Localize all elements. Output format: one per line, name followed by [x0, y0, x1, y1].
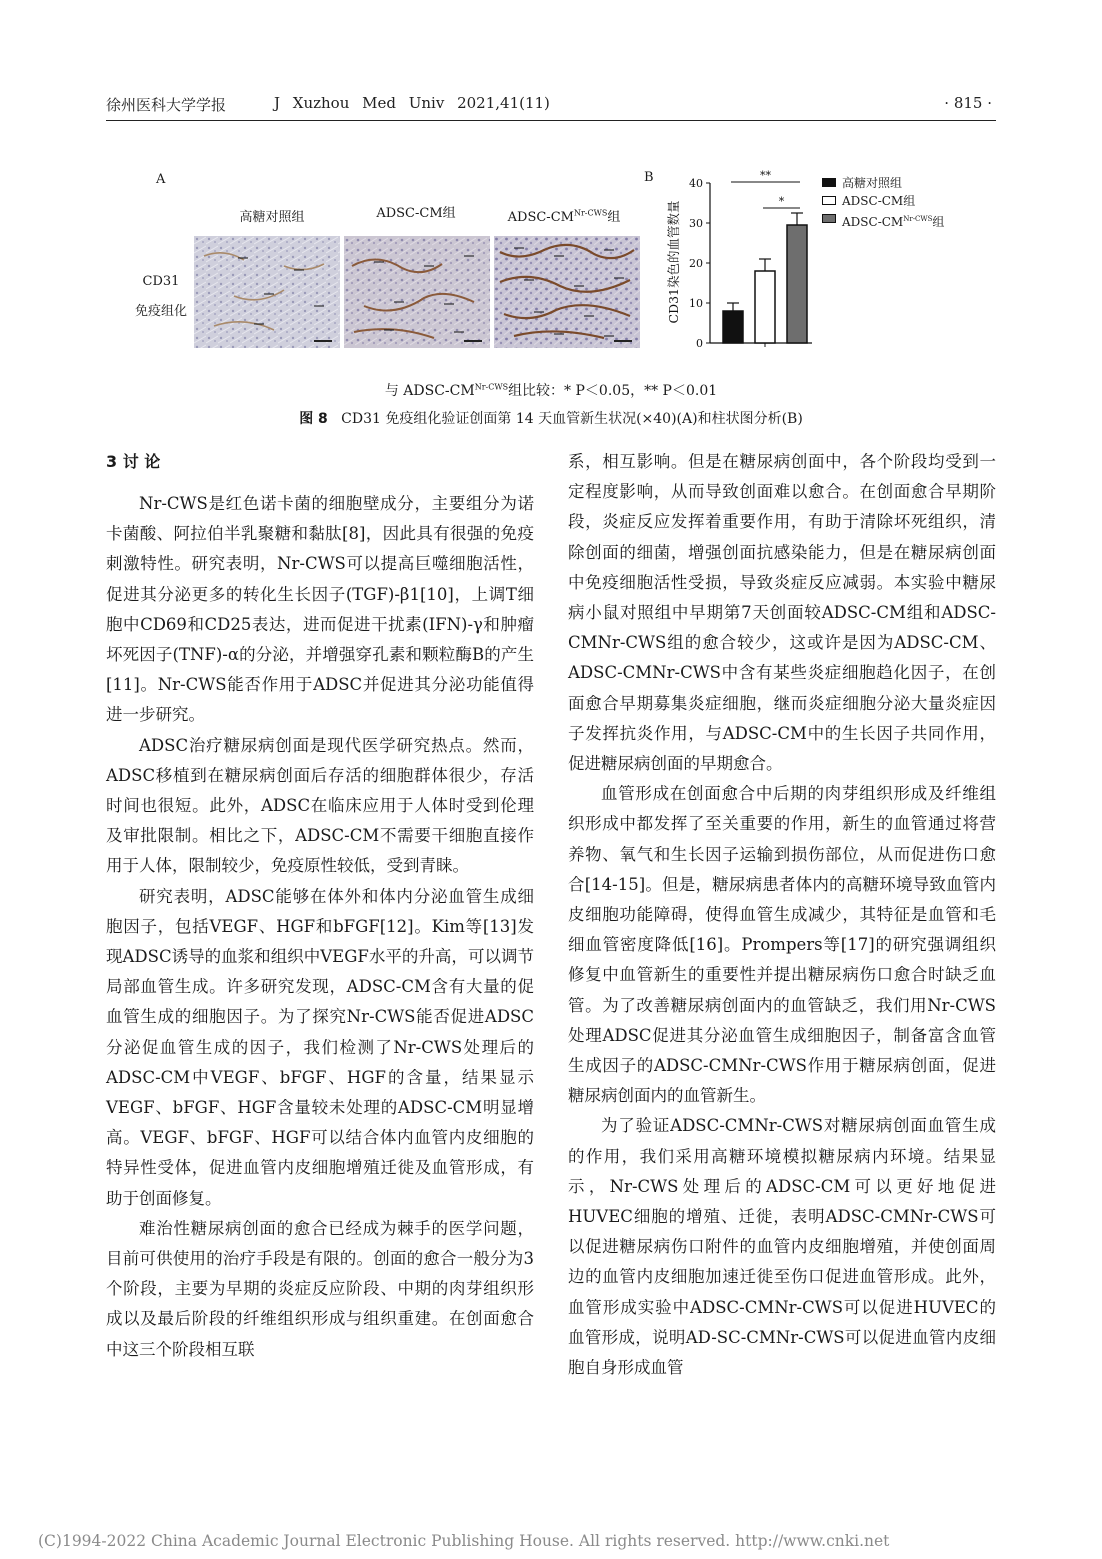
figure-note: 与 ADSC-$CM^{Nr-CWS}$组比较：* P＜0.05，** P＜0.01 — [384, 382, 718, 399]
figure-caption-text: CD31 免疫组化验证创面第 14 天血管新生状况(×40)(A)和柱状图分析(B) — [341, 411, 803, 427]
col-label-adsc-cm: ADSC-CM组 — [376, 206, 456, 221]
panel-b-label: B — [644, 170, 654, 185]
legend-item-adsc-cm: ADSC-CM组 — [822, 192, 944, 210]
significance-label: * — [778, 195, 785, 208]
legend-swatch-black — [822, 178, 836, 187]
journal-abbr: J Xuzhou Med Univ 2021,41(11) — [274, 94, 550, 112]
copyright-footer: (C)1994-2022 China Academic Journal Electronic Publishing House. All rights reserved. http://www.cnki.net — [38, 1532, 890, 1550]
section-title: 3 讨 论 — [106, 452, 161, 471]
row-label-ihc: 免疫组化 — [134, 304, 187, 319]
y-tick-label: 40 — [689, 177, 703, 190]
running-header — [106, 92, 996, 122]
chart-legend — [822, 174, 944, 228]
paragraph: 系，相互影响。但是在糖尿病创面中，各个阶段均受到一定程度影响，从而导致创面难以愈合。在创面愈合早期阶段，炎症反应发挥着重要作用，有助于清除坏死组织，清除创面的细菌，增强创面抗感染能力，但是在糖尿病创面中免疫细胞活性受损，导致炎症反应减弱。本实验中糖尿病小鼠对照组中早期第7天创面较ADSC-CM组和ADSC-CMNr-CWS组的愈合较少，这或许是因为ADSC-CM、ADSC-CMNr-CWS中含有某些炎症细胞趋化因子，在创面愈合早期募集炎症细胞，继而炎症细胞分泌大量炎症因子发挥抗炎作用，与ADSC-CM中的生长因子共同作用，促进糖尿病创面的早期愈合。 — [568, 452, 996, 774]
legend-swatch-gray — [822, 214, 836, 223]
y-axis-label: CD31染色的血管数量 — [666, 200, 681, 324]
journal-name: 徐州医科大学学报 — [106, 96, 227, 114]
figure-caption — [0, 408, 1102, 428]
micrograph-control — [194, 236, 340, 348]
legend-item-control: 高糖对照组 — [822, 174, 944, 192]
row-label-cd31: CD31 — [142, 274, 180, 289]
y-tick-label: 0 — [696, 337, 703, 350]
paragraph: Nr-CWS是红色诺卡菌的细胞壁成分，主要组分为诺卡菌酸、阿拉伯半乳聚糖和黏肽[8]，因此具有很强的免疫刺激特性。研究表明，Nr-CWS可以提高巨噬细胞活性，促进其分泌更多的转化生长因子(TGF)-β1[10]，上调T细胞中CD69和CD25表达，进而促进干扰素(IFN)-γ和肿瘤坏死因子(TNF)-α的分泌，并增强穿孔素和颗粒酶B的产生[11]。Nr-CWS能否作用于ADSC并促进其分泌功能值得进一步研究。 — [106, 494, 534, 725]
y-tick-label: 30 — [689, 217, 703, 230]
header-rule — [106, 120, 996, 121]
legend-swatch-white — [822, 196, 836, 205]
paragraph: 血管形成在创面愈合中后期的肉芽组织形成及纤维组织形成中都发挥了至关重要的作用，新生的血管通过将营养物、氧气和生长因子运输到损伤部位，从而促进伤口愈合[14-15]。但是，糖尿病患者体内的高糖环境导致血管内皮细胞功能障碍，使得血管生成减少，其特征是血管和毛细血管密度降低[16]。Prompers等[17]的研究强调组织修复中血管新生的重要性并提出糖尿病伤口愈合时缺乏血管。为了改善糖尿病创面内的血管缺乏，我们用Nr-CWS处理ADSC促进其分泌血管生成细胞因子，制备富含血管生成因子的ADSC-CMNr-CWS作用于糖尿病创面，促进糖尿病创面内的血管新生。 — [568, 784, 996, 1106]
page-number: · 815 · — [944, 94, 992, 112]
left-column — [106, 447, 534, 1365]
paragraph: 难治性糖尿病创面的愈合已经成为棘手的医学问题，目前可供使用的治疗手段是有限的。创面的愈合一般分为3个阶段，主要为早期的炎症反应阶段、中期的肉芽组织形成以及最后阶段的纤维组织形成与组织重建。在创面愈合中这三个阶段相互联 — [106, 1218, 534, 1359]
col-label-control: 高糖对照组 — [239, 210, 305, 225]
right-column — [568, 447, 996, 1383]
micrograph-adsc-cm — [344, 236, 490, 348]
micrograph-adsc-cm-nr — [494, 236, 640, 348]
y-tick-label: 10 — [689, 297, 703, 310]
bar — [723, 311, 743, 343]
bar — [755, 271, 775, 343]
significance-label: ** — [760, 170, 771, 182]
panel-a-label: A — [156, 172, 166, 187]
paragraph: ADSC治疗糖尿病创面是现代医学研究热点。然而，ADSC移植到在糖尿病创面后存活的细胞群体很少，存活时间也很短。此外，ADSC在临床应用于人体时受到伦理及审批限制。相比之下，ADSC-CM不需要干细胞直接作用于人体，限制较少，免疫原性较低，受到青睐。 — [106, 735, 534, 876]
paragraph: 研究表明，ADSC能够在体外和体内分泌血管生成细胞因子，包括VEGF、HGF和bFGF[12]。Kim等[13]发现ADSC诱导的血浆和组织中VEGF水平的升高，可以调节局部血管生成。许多研究发现，ADSC-CM含有大量的促血管生成的细胞因子。为了探究Nr-CWS能否促进ADSC分泌促血管生成的因子，我们检测了Nr-CWS处理后的ADSC-CM中VEGF、bFGF、HGF的含量，结果显示VEGF、bFGF、HGF含量较未处理的ADSC-CM明显增高。VEGF、bFGF、HGF可以结合体内血管内皮细胞的特异性受体，促进血管内皮细胞增殖迁徙及血管形成，有助于创面修复。 — [106, 886, 534, 1208]
col-label-adsc-cm-nr: ADSC-$CM^{Nr-CWS}$组 — [507, 208, 621, 225]
paragraph: 为了验证ADSC-CMNr-CWS对糖尿病创面血管生成的作用，我们采用高糖环境模拟糖尿病内环境。结果显示，Nr-CWS处理后的ADSC-CM可以更好地促进HUVEC细胞的增殖、迁徙，表明ADSC-CMNr-CWS可以促进糖尿病伤口附件的血管内皮细胞增殖，并使创面周边的血管内皮细胞加速迁徙至伤口促进血管形成。此外，血管形成实验中ADSC-CMNr-CWS可以促进HUVEC的血管形成，说明AD-SC-CMNr-CWS可以促进血管内皮细胞自身形成血管 — [568, 1116, 996, 1378]
legend-item-adsc-cm-nr: ADSC-$CM^{Nr-CWS}$组 — [822, 210, 944, 228]
y-tick-label: 20 — [689, 257, 703, 270]
figure-caption-label: 图 8 — [299, 411, 328, 427]
bar — [787, 225, 807, 343]
